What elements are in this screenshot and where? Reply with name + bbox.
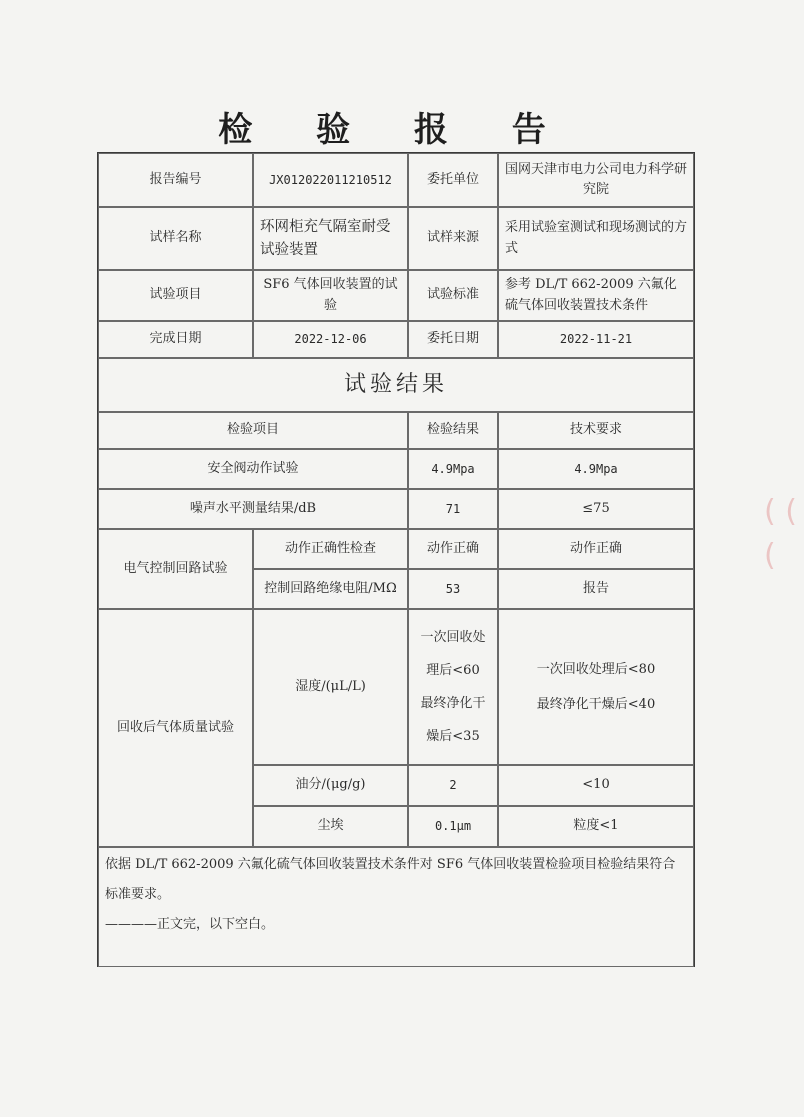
source-label: 试样来源 [408,207,498,270]
humidity-requirement-line: 最终净化干燥后<40 [536,697,656,712]
safety-valve-requirement: 4.9Mpa [498,449,694,489]
insulation-result: 53 [408,569,498,609]
electric-group-label: 电气控制回路试验 [98,529,253,609]
electric-action-requirement: 动作正确 [498,529,694,569]
gas-group-label: 回收后气体质量试验 [98,609,253,847]
finish-date-value: 2022-12-06 [253,321,408,358]
safety-valve-result: 4.9Mpa [408,449,498,489]
insulation-item: 控制回路绝缘电阻/MΩ [253,569,408,609]
entrust-date-value: 2022-11-21 [498,321,694,358]
results-section-title: 试验结果 [98,358,694,412]
header-item: 检验项目 [98,412,408,449]
source-value: 采用试验室测试和现场测试的方式 [498,207,694,270]
client-value: 国网天津市电力公司电力科学研究院 [498,153,694,207]
insulation-requirement: 报告 [498,569,694,609]
humidity-result-line: 一次回收处 [420,629,486,645]
sample-value: 环网柜充气隔室耐受试验装置 [253,207,408,270]
safety-valve-item: 安全阀动作试验 [98,449,408,489]
sample-label: 试样名称 [98,207,253,270]
item-label: 试验项目 [98,270,253,321]
oil-requirement: <10 [498,765,694,806]
dust-result: 0.1μm [408,806,498,847]
conclusion-block [98,847,694,967]
header-result: 检验结果 [408,412,498,449]
humidity-result-line: 燥后<35 [426,729,480,745]
dust-item: 尘埃 [253,806,408,847]
finish-date-label: 完成日期 [98,321,253,358]
humidity-requirement-line: 一次回收处理后<80 [536,661,656,677]
conclusion-text: 依据 DL/T 662-2009 六氟化硫气体回收装置技术条件对 SF6 气体回收装置检验项目检验结果符合标准要求。 [105,857,676,902]
report-no-label: 报告编号 [98,153,253,207]
red-seal-fragment: ( ( ( [764,494,797,573]
client-label: 委托单位 [408,153,498,207]
humidity-requirement [498,609,694,765]
standard-value: 参考 DL/T 662-2009 六氟化硫气体回收装置技术条件 [498,270,694,321]
item-value: SF6 气体回收装置的试验 [253,270,408,321]
humidity-result-line: 最终净化干 [420,696,486,711]
standard-label: 试验标准 [408,270,498,321]
entrust-date-label: 委托日期 [408,321,498,358]
header-requirement: 技术要求 [498,412,694,449]
report-table [97,152,695,967]
oil-item: 油分/(μg/g) [253,765,408,806]
humidity-result-line: 理后<60 [426,662,480,678]
report-no-value: JX012022011210512 [253,153,408,207]
noise-result: 71 [408,489,498,529]
dust-requirement: 粒度<1 [498,806,694,847]
electric-action-result: 动作正确 [408,529,498,569]
humidity-item: 湿度/(μL/L) [253,609,408,765]
noise-item: 噪声水平测量结果/dB [98,489,408,529]
oil-result: 2 [408,765,498,806]
end-note: ————正文完，以下空白。 [105,916,275,932]
noise-requirement: ≤75 [498,489,694,529]
page-title: 检 验 报 告 [218,110,572,150]
electric-action-item: 动作正确性检查 [253,529,408,569]
humidity-result [408,609,498,765]
